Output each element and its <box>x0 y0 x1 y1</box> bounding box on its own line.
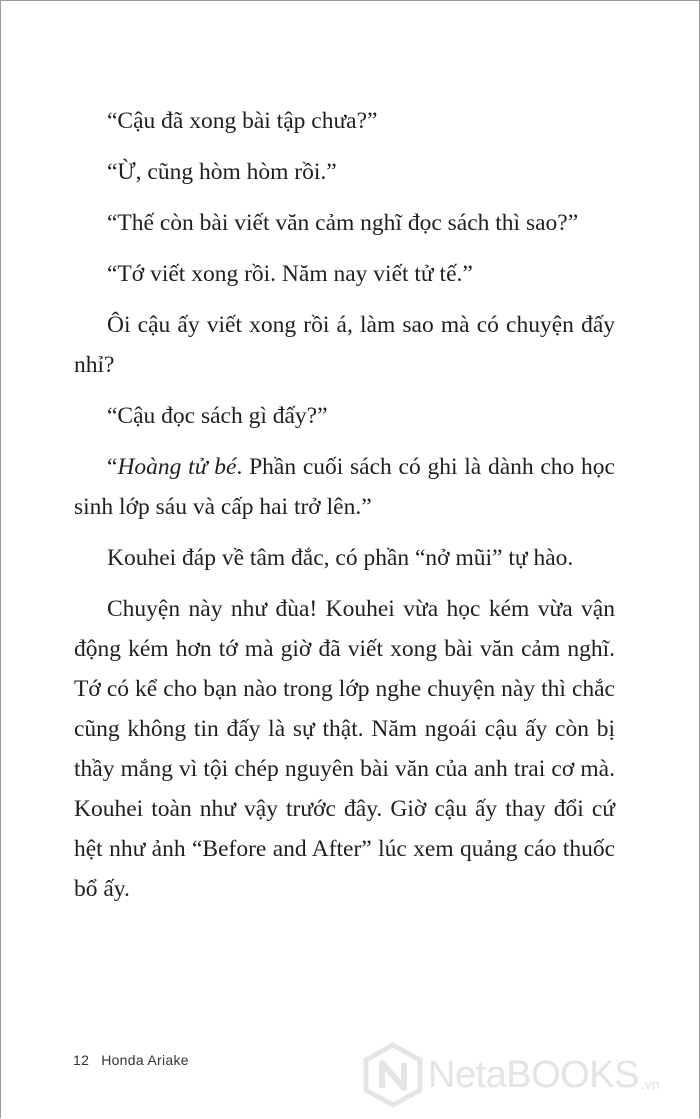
paragraph-rest: . Phần cuối sách có ghi là dành cho học sinh lớp sáu và cấp hai trở lên.” <box>74 454 615 520</box>
paragraph: “Cậu đọc sách gì đấy?” <box>107 403 328 429</box>
page-footer <box>73 1052 189 1068</box>
netabooks-logo-icon <box>362 1042 424 1108</box>
open-quote: “ <box>107 454 118 480</box>
author-name: Honda Ariake <box>101 1052 189 1068</box>
paragraph: “Tớ viết xong rồi. Năm nay viết tử tế.” <box>107 261 473 287</box>
page-number: 12 <box>73 1052 90 1068</box>
watermark <box>362 1040 692 1110</box>
body-text <box>74 101 615 920</box>
paragraph: Chuyện này như đùa! Kouhei vừa học kém vừa vận động kém hơn tớ mà giờ đã viết xong bài văn cảm nghĩ. Tớ có kể cho bạn nào trong lớp nghe chuyện này thì chắc cũng không tin đấy là sự thật. Năm ngoái cậu ấy còn bị thầy mắng vì tội chép nguyên bài văn của anh trai cơ mà. Kouhei toàn như vậy trước đây. Giờ cậu ấy thay đổi cứ hệt như ảnh “Before and After” lúc xem quảng cáo thuốc bổ ấy. <box>74 596 615 902</box>
paragraph-with-title <box>74 447 615 527</box>
paragraph: Kouhei đáp về tâm đắc, có phần “nở mũi” tự hào. <box>107 545 574 571</box>
paragraph: Ôi cậu ấy viết xong rồi á, làm sao mà có chuyện đấy nhỉ? <box>74 312 615 378</box>
paragraph: “Cậu đã xong bài tập chưa?” <box>107 108 378 134</box>
watermark-suffix: .vn <box>640 1076 660 1092</box>
book-title: Hoàng tử bé <box>117 454 237 480</box>
paragraph: “Ừ, cũng hòm hòm rồi.” <box>107 159 337 185</box>
watermark-brand: NetaBOOKS <box>428 1053 639 1096</box>
paragraph: “Thế còn bài viết văn cảm nghĩ đọc sách thì sao?” <box>107 210 579 236</box>
